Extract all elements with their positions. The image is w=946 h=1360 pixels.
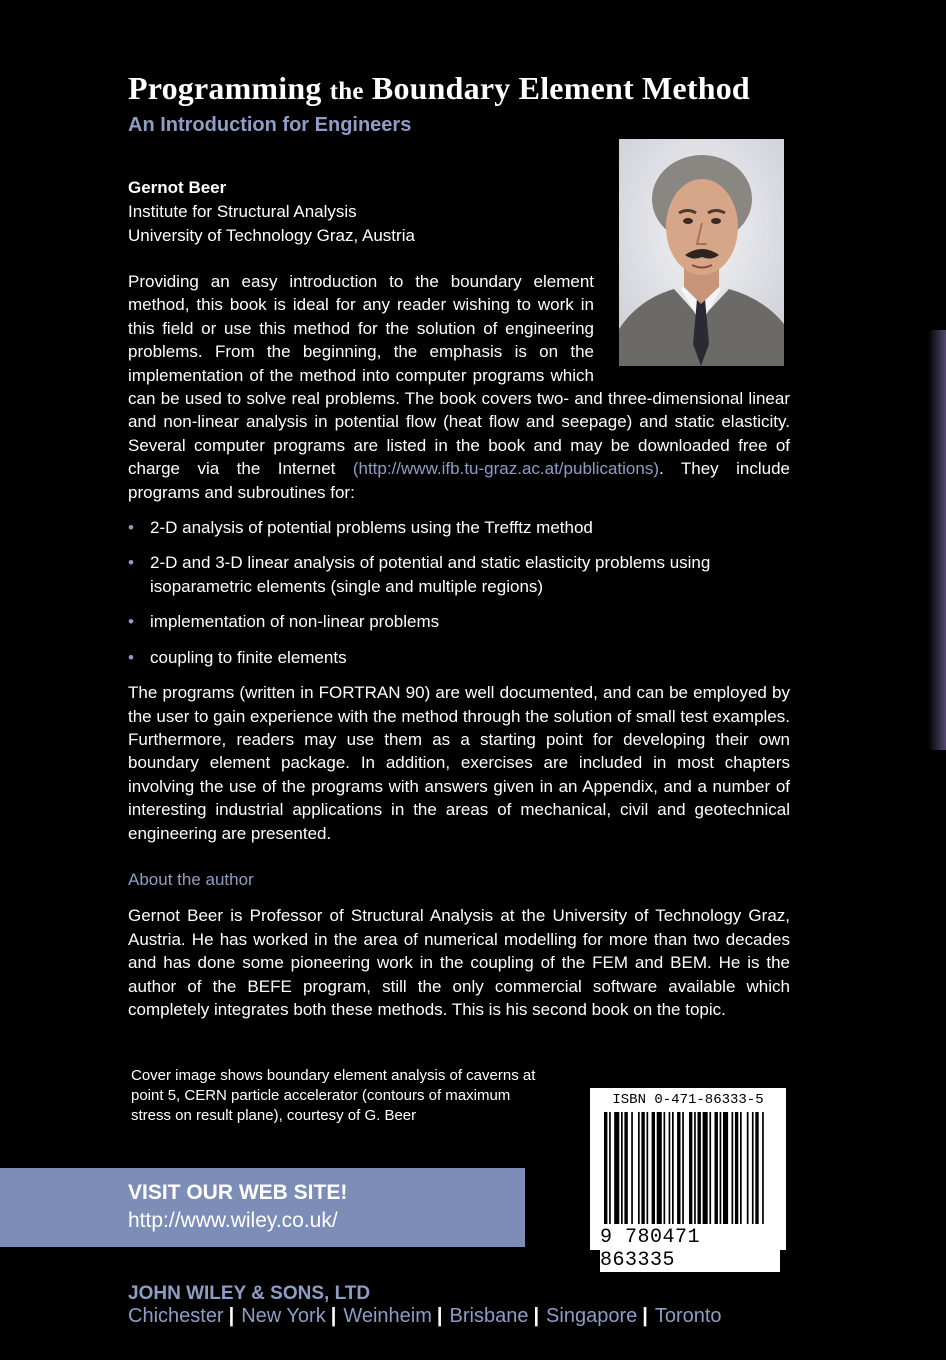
city: Weinheim: [343, 1305, 432, 1327]
barcode-bar: [735, 1112, 738, 1224]
programs-paragraph: The programs (written in FORTRAN 90) are well documented, and can be employed by the user to gain experience with the method through the solution of small test examples. Furthermore, readers may use them as a starting point for developing their own boundary element package. In addition, exercises are included in most chapters involving the use of the programs with answers given in an Appendix, and a number of interesting industrial applications in the areas of mechanical, civil and geotechnical engineering are presented.: [128, 683, 790, 843]
barcode-bar: [715, 1112, 718, 1224]
barcode-bar: [682, 1112, 684, 1224]
title-word-3: Boundary: [371, 70, 511, 106]
separator: |: [533, 1305, 540, 1327]
barcode-bar: [664, 1112, 666, 1224]
separator: |: [642, 1305, 648, 1327]
isbn-label: ISBN 0-471-86333-5: [612, 1092, 764, 1108]
separator: |: [228, 1305, 235, 1327]
barcode-bar: [723, 1112, 728, 1224]
barcode-bar: [624, 1112, 627, 1224]
title-word-4: Element: [518, 70, 634, 106]
publications-url[interactable]: (http://www.ifb.tu-graz.ac.at/publications): [352, 459, 659, 479]
author-block: [128, 176, 415, 248]
city: Singapore: [546, 1305, 638, 1327]
intro-end-text: . They include programs and subroutines for:: [128, 459, 790, 502]
city: Toronto: [654, 1305, 722, 1327]
publisher-name: JOHN WILEY & SONS, LTD: [128, 1283, 371, 1304]
barcode-bar: [641, 1112, 644, 1224]
city: New York: [241, 1305, 326, 1327]
title-word-5: Method: [642, 70, 750, 106]
barcode-bar: [720, 1112, 722, 1224]
list-item: • 2-D analysis of potential problems using the Trefftz method: [128, 516, 790, 539]
barcode-bar: [604, 1112, 607, 1224]
description-text: [128, 270, 790, 1021]
program-list: [128, 516, 790, 669]
about-paragraph: Gernot Beer is Professor of Structural Analysis at the University of Technology Graz, Austria. He has worked in the area of numerical modelling for more than two decades and has done some pioneering work in the coupling of the FEM and BEM. He is the author of the BEFE program, still the only commercial software available which completely integrates both these methods. This is his second book on the topic.: [128, 906, 790, 1019]
edge-glow: [928, 330, 946, 750]
title-word-1: Programming: [128, 70, 322, 106]
author-name: Gernot Beer: [128, 178, 227, 197]
author-affiliation-2: University of Technology Graz, Austria: [128, 226, 415, 245]
city: Brisbane: [449, 1305, 529, 1327]
barcode-bar: [689, 1112, 692, 1224]
barcode-bar: [755, 1112, 758, 1224]
barcode-bar: [762, 1112, 764, 1224]
barcode-bar: [698, 1112, 701, 1224]
barcode-bar: [652, 1112, 655, 1224]
barcode-bar: [672, 1112, 674, 1224]
barcode-bar: [752, 1112, 754, 1224]
list-item: • coupling to finite elements: [128, 646, 790, 669]
barcode-bar: [732, 1112, 734, 1224]
barcode-bar: [694, 1112, 696, 1224]
barcode-bar: [614, 1112, 619, 1224]
publisher-cities: [128, 1305, 722, 1328]
author-affiliation-1: Institute for Structural Analysis: [128, 202, 357, 221]
cover-caption: Cover image shows boundary element analysis of caverns at point 5, CERN particle accelerator (contours of maximum stress on result plane), courtesy of G. Beer: [131, 1067, 536, 1124]
barcode-bar: [747, 1112, 749, 1224]
list-item: • implementation of non-linear problems: [128, 610, 790, 633]
barcode-bar: [621, 1112, 623, 1224]
barcode-bar: [609, 1112, 611, 1224]
visit-url-link[interactable]: http://www.wiley.co.uk/: [128, 1209, 338, 1232]
barcode-bar: [638, 1112, 640, 1224]
barcode-bar: [669, 1112, 671, 1224]
city: Chichester: [128, 1305, 224, 1327]
barcode-bar: [631, 1112, 633, 1224]
visit-title: VISIT OUR WEB SITE!: [128, 1181, 348, 1204]
separator: |: [330, 1305, 337, 1327]
about-heading: About the author: [128, 869, 254, 889]
book-subtitle: An Introduction for Engineers: [128, 114, 412, 136]
isbn-barcode: [590, 1088, 786, 1272]
barcode-bar: [657, 1112, 662, 1224]
barcode-bar: [677, 1112, 680, 1224]
intro-text: Providing an easy introduction to the boundary element method, this book is ideal for any reader wishing to work in this field or use this method for the solution of engineering problems. From the beginning, the emphasis is on the implementation of the method into computer programs which can be used to solve real problems. The book covers two- and three-dimensional linear and non-linear analysis in potential flow (heat flow and seepage) and static elasticity. Several computer programs are listed in the book and may be downloaded free of charge via the Internet: [128, 272, 790, 479]
barcode-bar: [709, 1112, 711, 1224]
visit-website-band: [0, 1168, 525, 1247]
book-title: [128, 70, 750, 107]
barcode-bar: [647, 1112, 649, 1224]
title-word-2: the: [329, 78, 364, 105]
separator: |: [436, 1305, 443, 1327]
photo-wrap-spacer: [594, 270, 790, 385]
list-item: • 2-D and 3-D linear analysis of potential and static elasticity problems using isoparametric elements (single and multiple regions): [128, 551, 790, 598]
barcode-bar: [703, 1112, 708, 1224]
barcode-bar: [740, 1112, 742, 1224]
isbn-digits: 9 780471 863335: [600, 1226, 780, 1272]
